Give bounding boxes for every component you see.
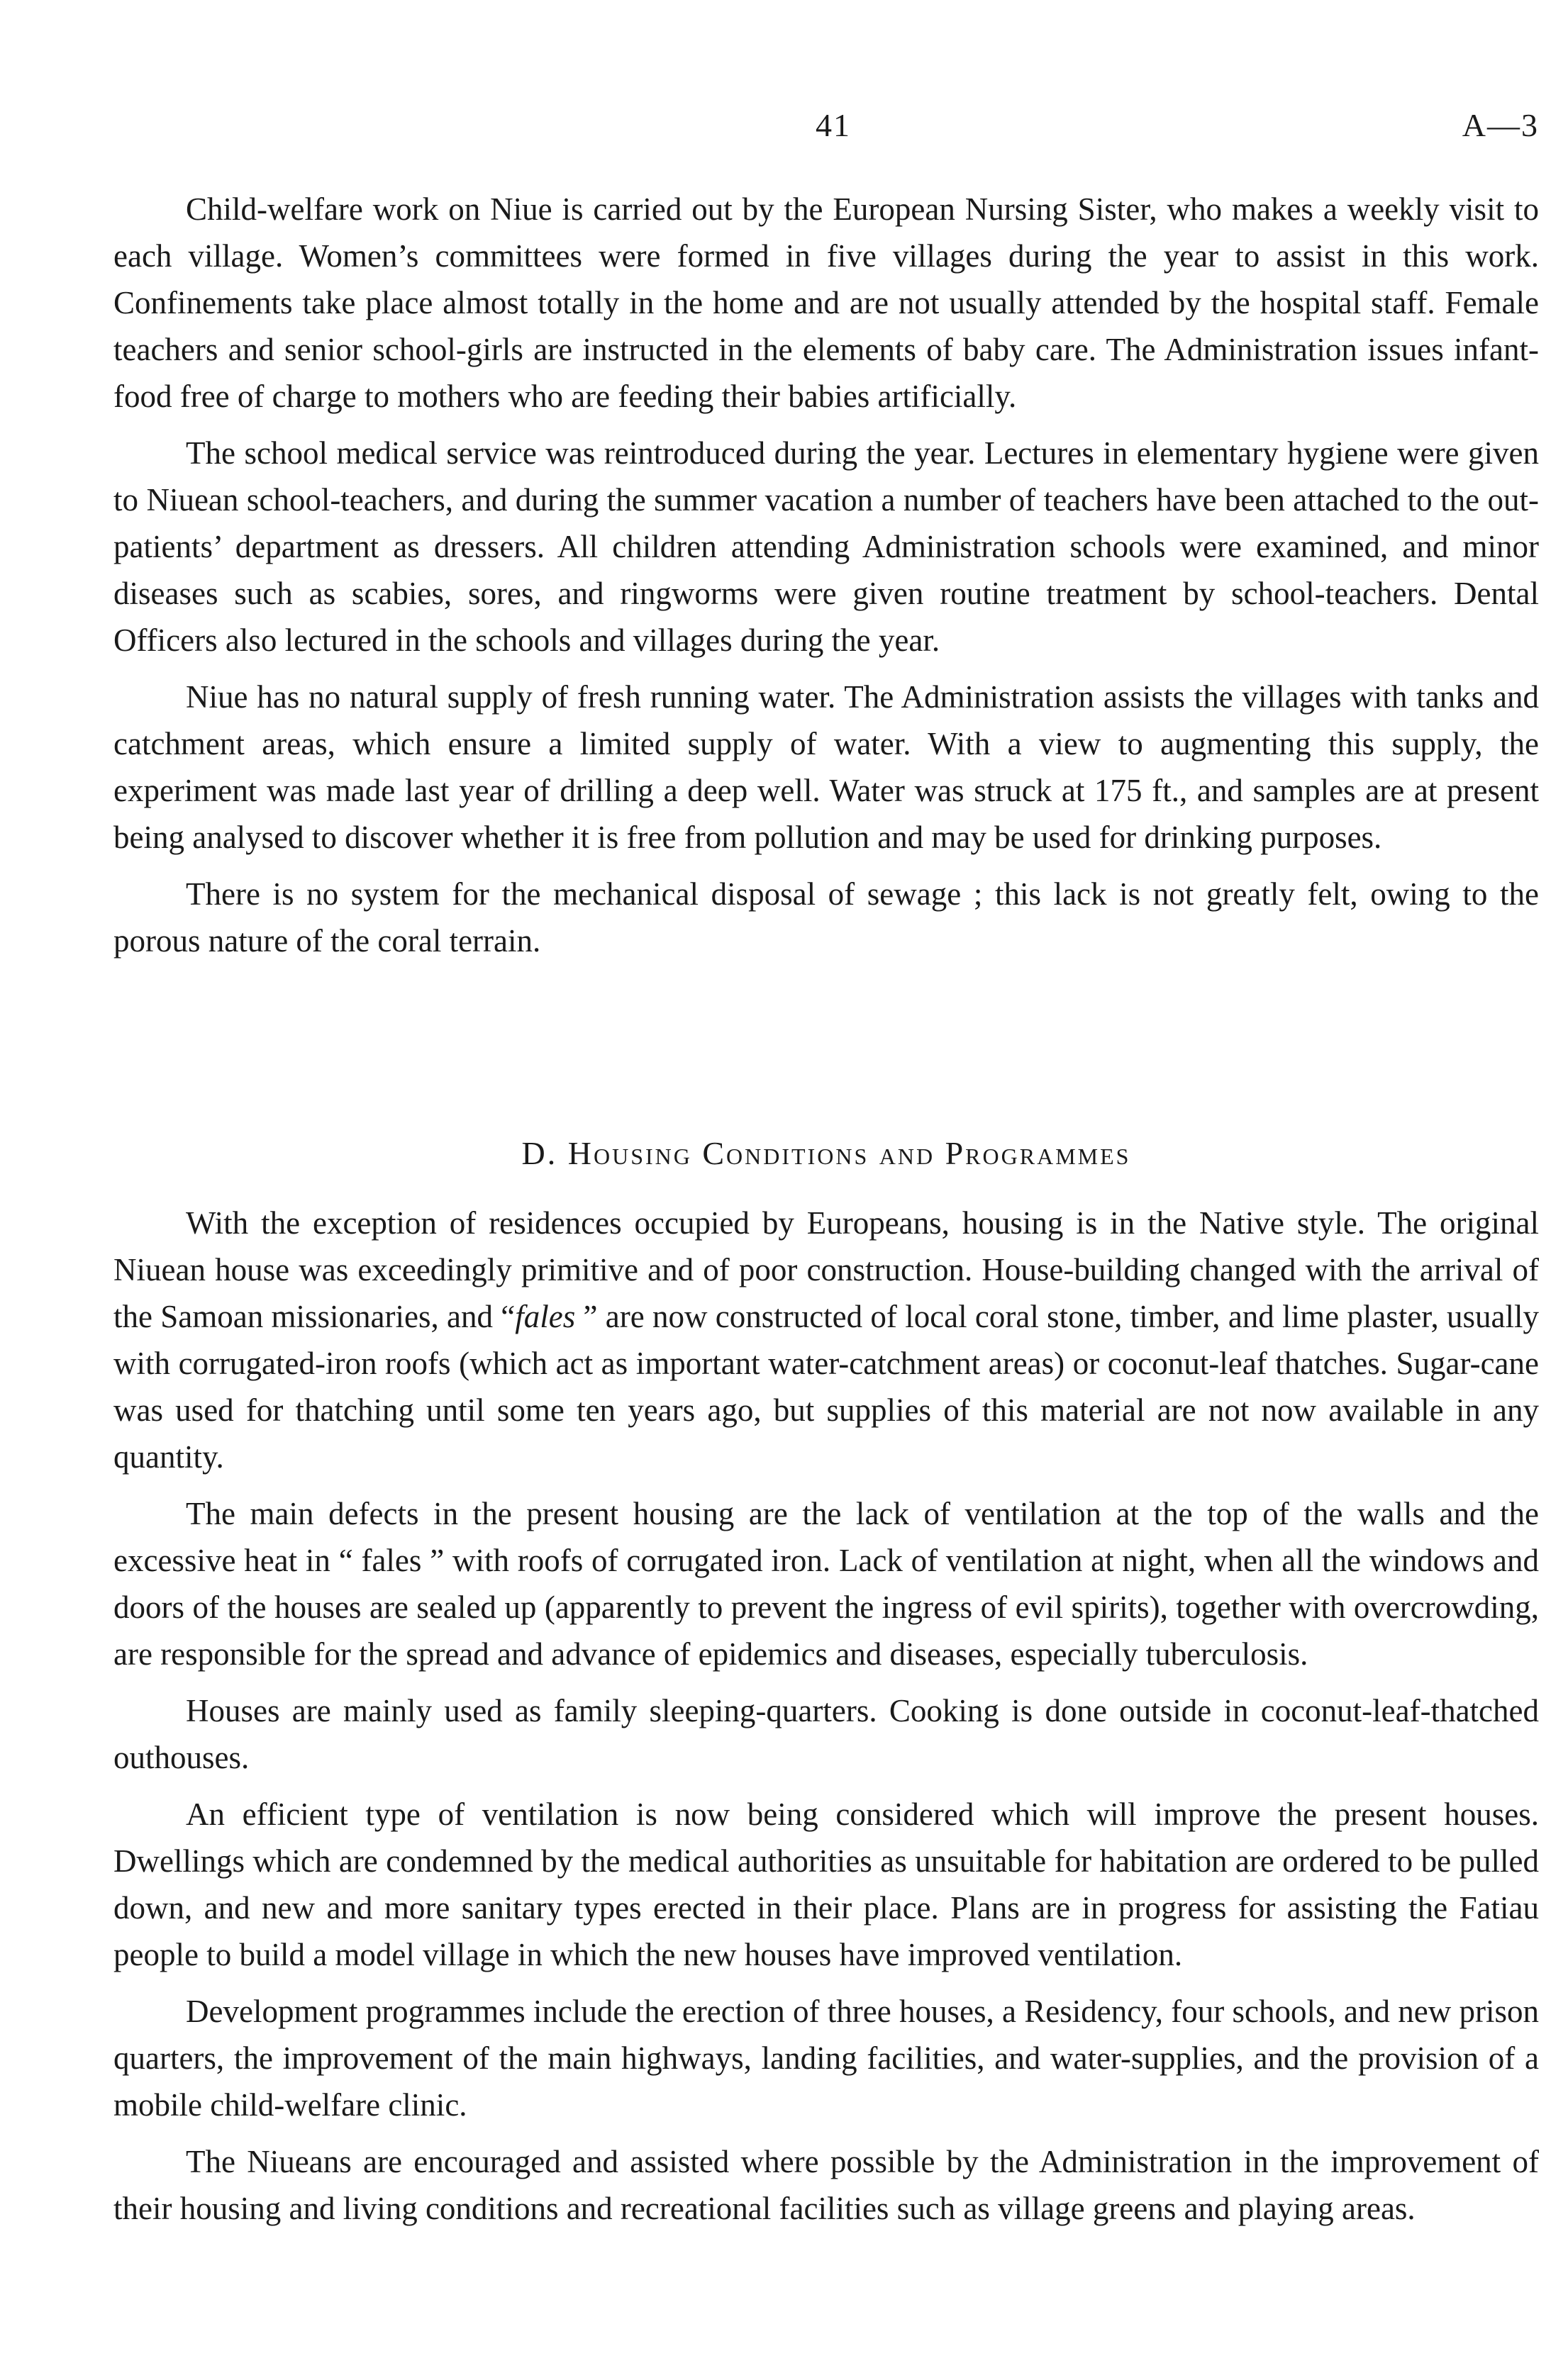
paragraph-native-style-text-b: ” are now constructed of local coral stone, timber, and lime plaster, usually with corrugated-iron roofs (which act as important water-catchment areas) or coconut-leaf thatches. Sugar-cane was used for thatching until some ten years ago, but supplies of this material are not now available in any quantity. (113, 1299, 1539, 1475)
paragraph-child-welfare: Child-welfare work on Niue is carried out by the European Nursing Sister, who makes a weekly visit to each village. Women’s committees were formed in five villages during the year to assist in this work. Confinements take place almost totally in the home and are not usually attended by the hospital staff. Female teachers and senior school-girls are instructed in the elements of baby care. The Administration issues infant-food free of charge to mothers who are feeding their babies artificially. (113, 191, 1539, 414)
paragraph-sleeping-quarters: Houses are mainly used as family sleeping-quarters. Cooking is done outside in coconut-leaf-thatched outhouses. (113, 1693, 1539, 1775)
page-number: 41 (816, 107, 851, 143)
section-top-text (113, 186, 1539, 974)
paragraph-school-medical-service: The school medical service was reintroduced during the year. Lectures in elementary hygiene were given to Niuean school-teachers, and during the summer vacation a number of teachers have been attached to the out-patients’ department as dressers. All children attending Administration schools were examined, and minor diseases such as scabies, sores, and ringworms were given routine treatment by school-teachers. Dental Officers also lectured in the schools and villages during the year. (113, 435, 1539, 658)
paragraph-native-style-text-a: With the exception of residences occupied by Europeans, housing is in the Native style. The original Niuean house was exceedingly primitive and of poor construction. House-building changed with the arrival of the Samoan missionaries, and “ (113, 1205, 1539, 1334)
section-d-text (113, 1200, 1539, 2242)
paragraph-development-programmes: Development programmes include the erection of three houses, a Residency, four schools, and new prison quarters, the improvement of the main highways, landing facilities, and water-supplies, and the provision of a mobile child-welfare clinic. (113, 1994, 1539, 2123)
paragraph-encouragement: The Niueans are encouraged and assisted where possible by the Administration in the improvement of their housing and living conditions and recreational facilities such as village greens and playing areas. (113, 2144, 1539, 2226)
paragraph-housing-defects: The main defects in the present housing are the lack of ventilation at the top of the walls and the excessive heat in “ fales ” with roofs of corrugated iron. Lack of ventilation at night, when all the windows and doors of the houses are sealed up (apparently to prevent the ingress of evil spirits), together with overcrowding, are responsible for the spread and advance of epidemics and diseases, especially tuberculosis. (113, 1496, 1539, 1672)
running-header (113, 106, 1539, 156)
paragraph-native-style-italic: fales (515, 1299, 576, 1334)
paragraph-native-style-housing (113, 1200, 1539, 1480)
paragraph-water-supply: Niue has no natural supply of fresh running water. The Administration assists the villages with tanks and catchment areas, which ensure a limited supply of water. With a view to augmenting this supply, the experiment was made last year of drilling a deep well. Water was struck at 175 ft., and samples are at present being analysed to discover whether it is free from pollution and may be used for drinking purposes. (113, 679, 1539, 855)
paragraph-sewage: There is no system for the mechanical disposal of sewage ; this lack is not greatly felt, owing to the porous nature of the coral terrain. (113, 876, 1539, 959)
paragraph-ventilation-plans: An efficient type of ventilation is now being considered which will improve the present houses. Dwellings which are condemned by the medical authorities as unsuitable for habitation are ordered to be pulled down, and new and more sanitary types erected in their place. Plans are in progress for assisting the Fatiau people to build a model village in which the new houses have improved ventilation. (113, 1797, 1539, 1972)
series-code: A—3 (1462, 107, 1539, 143)
section-heading-housing: D. Housing Conditions and Programmes (521, 1135, 1131, 1171)
